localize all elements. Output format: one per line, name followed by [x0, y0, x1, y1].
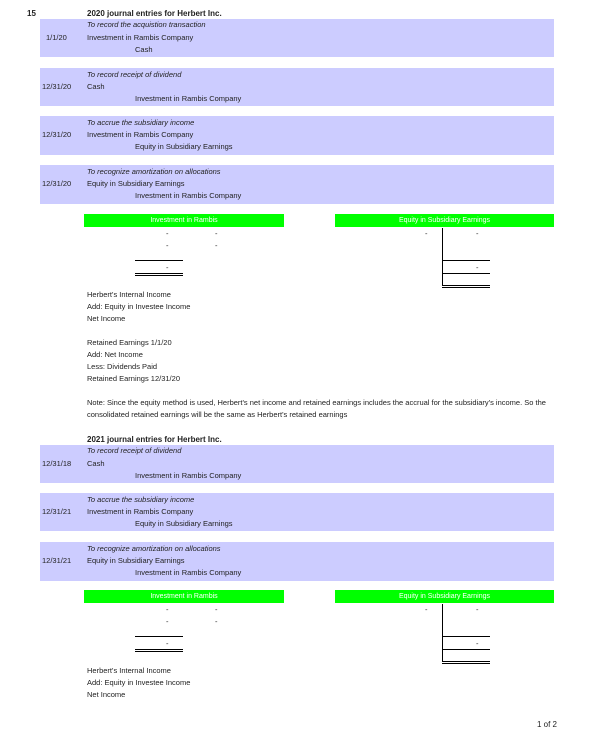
t-balance: - [166, 639, 169, 648]
entry-date: 1/1/20 [46, 33, 67, 42]
retained-end-label: Retained Earnings 12/31/20 [87, 374, 180, 383]
t-value: - [476, 229, 479, 238]
entry-date: 12/31/21 [42, 556, 72, 565]
net-income-label: Net Income [87, 314, 126, 323]
t-value: - [215, 605, 218, 614]
section-heading-2021: 2021 journal entries for Herbert Inc. [87, 435, 222, 444]
t-account-header-investment: Investment in Rambis [84, 590, 284, 603]
t-account-header-equity-earnings: Equity in Subsidiary Earnings [335, 214, 554, 227]
t-account-divider [442, 228, 443, 286]
equity-method-note: Note: Since the equity method is used, Herbert's net income and retained earnings includes the accrual for the subsidiary's income. So the consolidated retained earnings will be the same as Herbert's retained earnings [87, 398, 546, 419]
section-heading-2020: 2020 journal entries for Herbert Inc. [87, 9, 222, 18]
entry-description: To recognize amortization on allocations [87, 167, 221, 176]
entry-description: To accrue the subsidiary income [87, 495, 195, 504]
double-rule [442, 273, 490, 274]
journal-entry [40, 542, 554, 581]
t-value: - [476, 605, 479, 614]
internal-income-label: Herbert's Internal Income [87, 290, 171, 299]
total-rule [135, 260, 183, 261]
t-value: - [215, 617, 218, 626]
entry-date: 12/31/20 [42, 130, 72, 139]
entry-description: To record receipt of dividend [87, 70, 182, 79]
entry-credit-account: Equity in Subsidiary Earnings [135, 142, 233, 151]
t-account-header-equity-earnings: Equity in Subsidiary Earnings [335, 590, 554, 603]
entry-credit-account: Equity in Subsidiary Earnings [135, 519, 233, 528]
entry-description: To accrue the subsidiary income [87, 118, 195, 127]
double-rule [135, 651, 183, 652]
entry-credit-account: Investment in Rambis Company [135, 471, 242, 480]
t-value: - [425, 605, 428, 614]
entry-debit-account: Investment in Rambis Company [87, 507, 194, 516]
t-value: - [215, 241, 218, 250]
journal-entry [40, 445, 554, 483]
t-account-divider [442, 604, 443, 662]
t-balance: - [166, 263, 169, 272]
entry-debit-account: Cash [87, 459, 105, 468]
double-rule [135, 273, 183, 274]
double-rule [442, 661, 490, 662]
entry-debit-account: Equity in Subsidiary Earnings [87, 556, 185, 565]
entry-date: 12/31/21 [42, 507, 72, 516]
entry-debit-account: Cash [87, 82, 105, 91]
t-balance: - [476, 263, 479, 272]
entry-description: To record the acquistion transaction [87, 20, 206, 29]
double-rule [135, 649, 183, 650]
entry-description: To record receipt of dividend [87, 446, 182, 455]
entry-debit-account: Equity in Subsidiary Earnings [87, 179, 185, 188]
double-rule [442, 287, 490, 288]
problem-number: 15 [27, 9, 36, 18]
equity-income-label: Add: Equity in Investee Income [87, 302, 191, 311]
net-income-label: Net Income [87, 690, 126, 699]
journal-entry [40, 68, 554, 106]
retained-begin-label: Retained Earnings 1/1/20 [87, 338, 172, 347]
entry-description: To recognize amortization on allocations [87, 544, 221, 553]
entry-credit-account: Cash [135, 45, 153, 54]
t-value: - [166, 617, 169, 626]
t-value: - [425, 229, 428, 238]
t-value: - [166, 229, 169, 238]
double-rule [442, 663, 490, 664]
t-value: - [166, 241, 169, 250]
t-balance: - [476, 639, 479, 648]
t-value: - [215, 229, 218, 238]
dividends-paid-label: Less: Dividends Paid [87, 362, 158, 371]
journal-entry [40, 116, 554, 155]
add-net-income-label: Add: Net Income [87, 350, 143, 359]
total-rule [442, 636, 490, 637]
equity-income-label: Add: Equity in Investee Income [87, 678, 191, 687]
entry-date: 12/31/18 [42, 459, 72, 468]
t-account-header-investment: Investment in Rambis [84, 214, 284, 227]
entry-credit-account: Investment in Rambis Company [135, 191, 242, 200]
total-rule [442, 260, 490, 261]
total-rule [135, 636, 183, 637]
entry-debit-account: Investment in Rambis Company [87, 33, 194, 42]
double-rule [442, 649, 490, 650]
t-value: - [166, 605, 169, 614]
internal-income-label: Herbert's Internal Income [87, 666, 171, 675]
journal-entry [40, 493, 554, 531]
entry-credit-account: Investment in Rambis Company [135, 94, 242, 103]
entry-credit-account: Investment in Rambis Company [135, 568, 242, 577]
entry-debit-account: Investment in Rambis Company [87, 130, 194, 139]
journal-entry [40, 19, 554, 57]
double-rule [442, 285, 490, 286]
page-indicator: 1 of 2 [536, 720, 557, 729]
double-rule [135, 275, 183, 276]
entry-date: 12/31/20 [42, 82, 72, 91]
journal-entry [40, 165, 554, 204]
entry-date: 12/31/20 [42, 179, 72, 188]
